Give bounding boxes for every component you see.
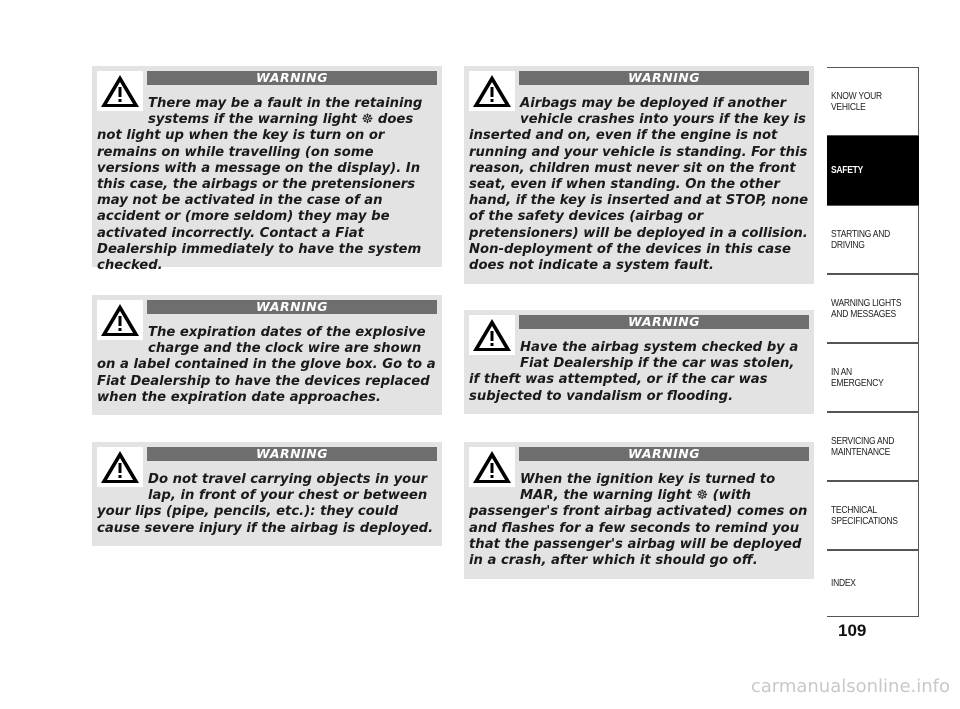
- tab-technical-specifications[interactable]: TECHNICAL SPECIFICATIONS: [827, 481, 919, 550]
- tab-servicing-and-maintenance[interactable]: SERVICING AND MAINTENANCE: [827, 412, 919, 481]
- tab-starting-and-driving[interactable]: STARTING AND DRIVING: [827, 205, 919, 274]
- tab-index[interactable]: INDEX: [827, 550, 919, 617]
- tab-in-an-emergency[interactable]: IN AN EMERGENCY: [827, 343, 919, 412]
- warning-box-3: [92, 442, 442, 546]
- warning-box-5: [464, 310, 814, 414]
- warning-text: Have the airbag system checked by a Fiat Dealership if the car was stolen, if theft was attempted, or if the car was subjected to vandalism or flooding.: [469, 340, 799, 404]
- warning-text: Do not travel carrying objects in your lap, in front of your chest or between your lips (pipe, pencils, etc.): they could cause severe injury if the airbag is deployed.: [97, 472, 434, 536]
- warning-box-2: [92, 295, 442, 415]
- tab-safety[interactable]: SAFETY: [827, 136, 919, 205]
- warning-box-1: [92, 66, 442, 274]
- warning-heading: WARNING: [519, 71, 809, 85]
- warning-text: There may be a fault in the retaining systems if the warning light ☸ does not light up when the key is turn on or remains on while travelling (on some versions with a message on the display). In this case, the airbags or the pretensioners may not be activated in the case of an accident or (more seldom) they may be activated incorrectly. Contact a Fiat Dealership immediately to have the system checked.: [97, 96, 423, 274]
- tab-warning-lights-and-messages[interactable]: WARNING LIGHTS AND MESSAGES: [827, 274, 919, 343]
- warning-heading: WARNING: [147, 300, 437, 314]
- page-number: 109: [838, 621, 867, 640]
- warning-box-4: [464, 66, 814, 284]
- warning-text: The expiration dates of the explosive charge and the clock wire are shown on a label contained in the glove box. Go to a Fiat Dealership to have the devices replaced when the expiration date approaches.: [97, 325, 436, 405]
- warning-heading: WARNING: [519, 447, 809, 461]
- tab-know-your-vehicle[interactable]: KNOW YOUR VEHICLE: [827, 67, 919, 136]
- warning-box-6: [464, 442, 814, 579]
- warning-text: Airbags may be deployed if another vehicle crashes into yours if the key is inserted and on, even if the engine is not running and your vehicle is standing. For this reason, children must never sit on the front seat, even if when standing. On the other hand, if the key is inserted and at STOP, none of the safety devices (airbag or pretensioners) will be deployed in a collision. Non-deployment of the devices in this case does not indicate a system fault.: [469, 96, 809, 274]
- warning-heading: WARNING: [147, 71, 437, 85]
- warning-heading: WARNING: [519, 315, 809, 329]
- watermark: carmanualsonline.info: [750, 676, 950, 697]
- warning-heading: WARNING: [147, 447, 437, 461]
- warning-text: When the ignition key is turned to MAR, the warning light ☸ (with passenger's front airbag activated) comes on and flashes for a few seconds to remind you that the passenger's airbag will be deployed in a crash, after which it should go off.: [469, 472, 808, 569]
